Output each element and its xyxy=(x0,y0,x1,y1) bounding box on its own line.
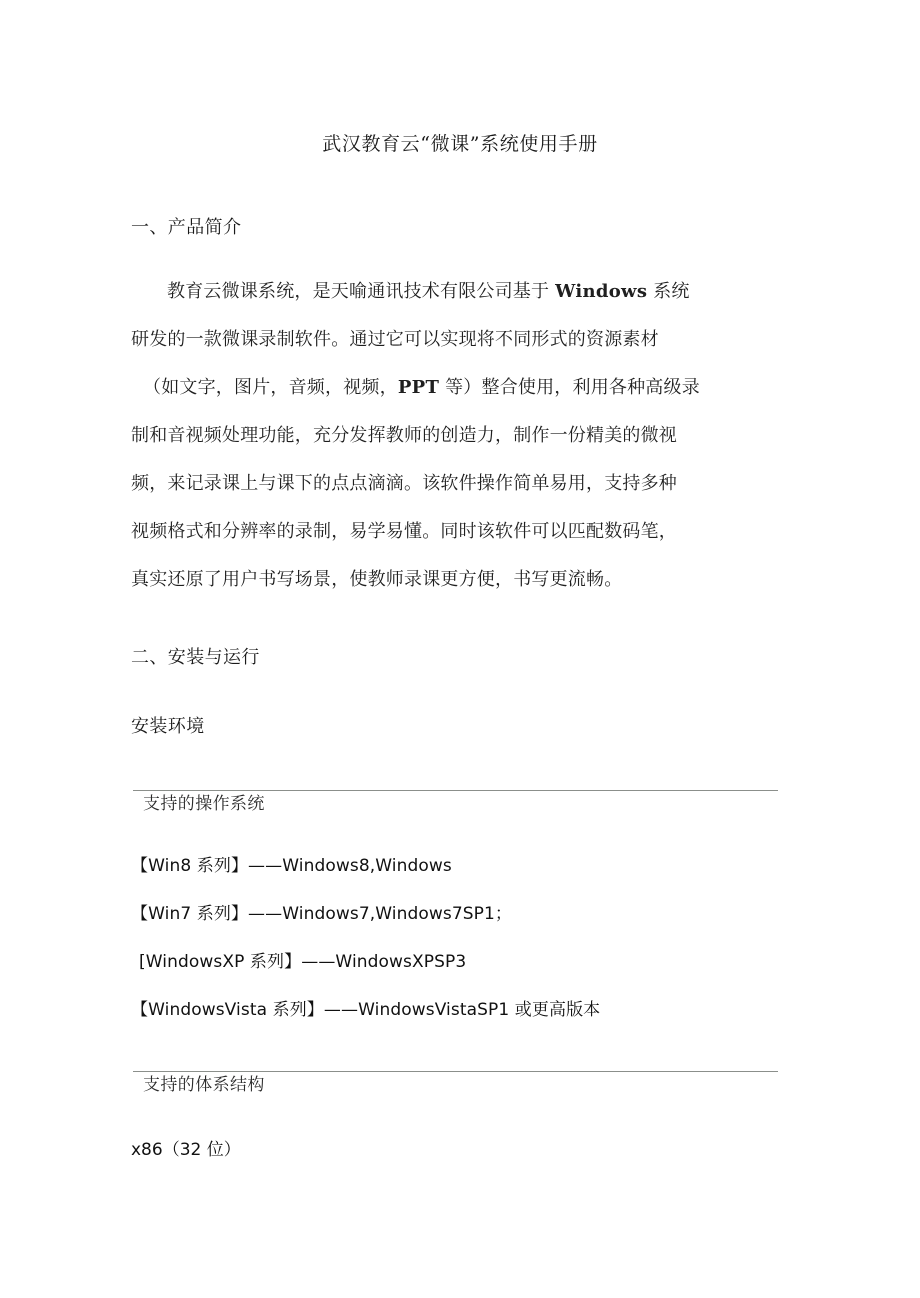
paragraph-line-text: 制和音视频处理功能，充分发挥教师的创造力，制作一份精美的微视 xyxy=(131,425,677,446)
list-item-text: 【Win7 系列】——Windows7,Windows7SP1； xyxy=(131,904,513,924)
paragraph-line-text: 研发的一款微课录制软件。通过它可以实现将不同形式的资源素材 xyxy=(131,329,659,350)
paragraph-line xyxy=(131,469,791,517)
paragraph-line xyxy=(131,421,791,469)
list-item xyxy=(131,854,811,902)
list-item-text: 【WindowsVista 系列】——WindowsVistaSP1 或更高版本 xyxy=(131,1000,601,1020)
list-item xyxy=(131,998,811,1046)
paragraph-line xyxy=(131,325,791,373)
paragraph-line-text: 频，来记录课上与课下的点点滴滴。该软件操作简单易用，支持多种 xyxy=(131,473,677,494)
section-heading-install-run: 二、安装与运行 xyxy=(131,647,260,668)
paragraph-line-text: 视频格式和分辨率的录制，易学易懂。同时该软件可以匹配数码笔， xyxy=(131,521,677,542)
paragraph-line xyxy=(131,565,791,613)
architecture-value: x86（32 位） xyxy=(131,1140,241,1160)
paragraph-line xyxy=(131,517,791,565)
list-item xyxy=(131,902,811,950)
paragraph-line-text: （如文字，图片，音频，视频，PPT 等）整合使用，利用各种高级录 xyxy=(143,377,700,398)
paragraph-line-text: 真实还原了用户书写场景，使教师录课更方便，书写更流畅。 xyxy=(131,569,623,590)
paragraph-line xyxy=(131,277,791,325)
supported-os-list xyxy=(131,854,811,1046)
document-title: 武汉教育云“微课”系统使用手册 xyxy=(322,133,598,155)
list-item-text: 【Win8 系列】——Windows8,Windows xyxy=(131,856,452,876)
paragraph-line xyxy=(131,373,791,421)
inline-latin-term: Windows xyxy=(555,281,648,302)
heading-supported-operating-systems: 支持的操作系统 xyxy=(143,794,265,814)
sub-heading-install-environment: 安装环境 xyxy=(131,716,205,737)
section-heading-product-intro: 一、产品简介 xyxy=(131,217,242,238)
list-item-text: [WindowsXP 系列】——WindowsXPSP3 xyxy=(139,952,467,972)
heading-supported-architecture: 支持的体系结构 xyxy=(143,1075,265,1095)
inline-latin-term: PPT xyxy=(397,377,440,398)
list-item xyxy=(131,950,811,998)
paragraph-line-text: 教育云微课系统，是天喻通讯技术有限公司基于 Windows 系统 xyxy=(167,281,690,302)
product-intro-paragraph xyxy=(131,277,791,613)
